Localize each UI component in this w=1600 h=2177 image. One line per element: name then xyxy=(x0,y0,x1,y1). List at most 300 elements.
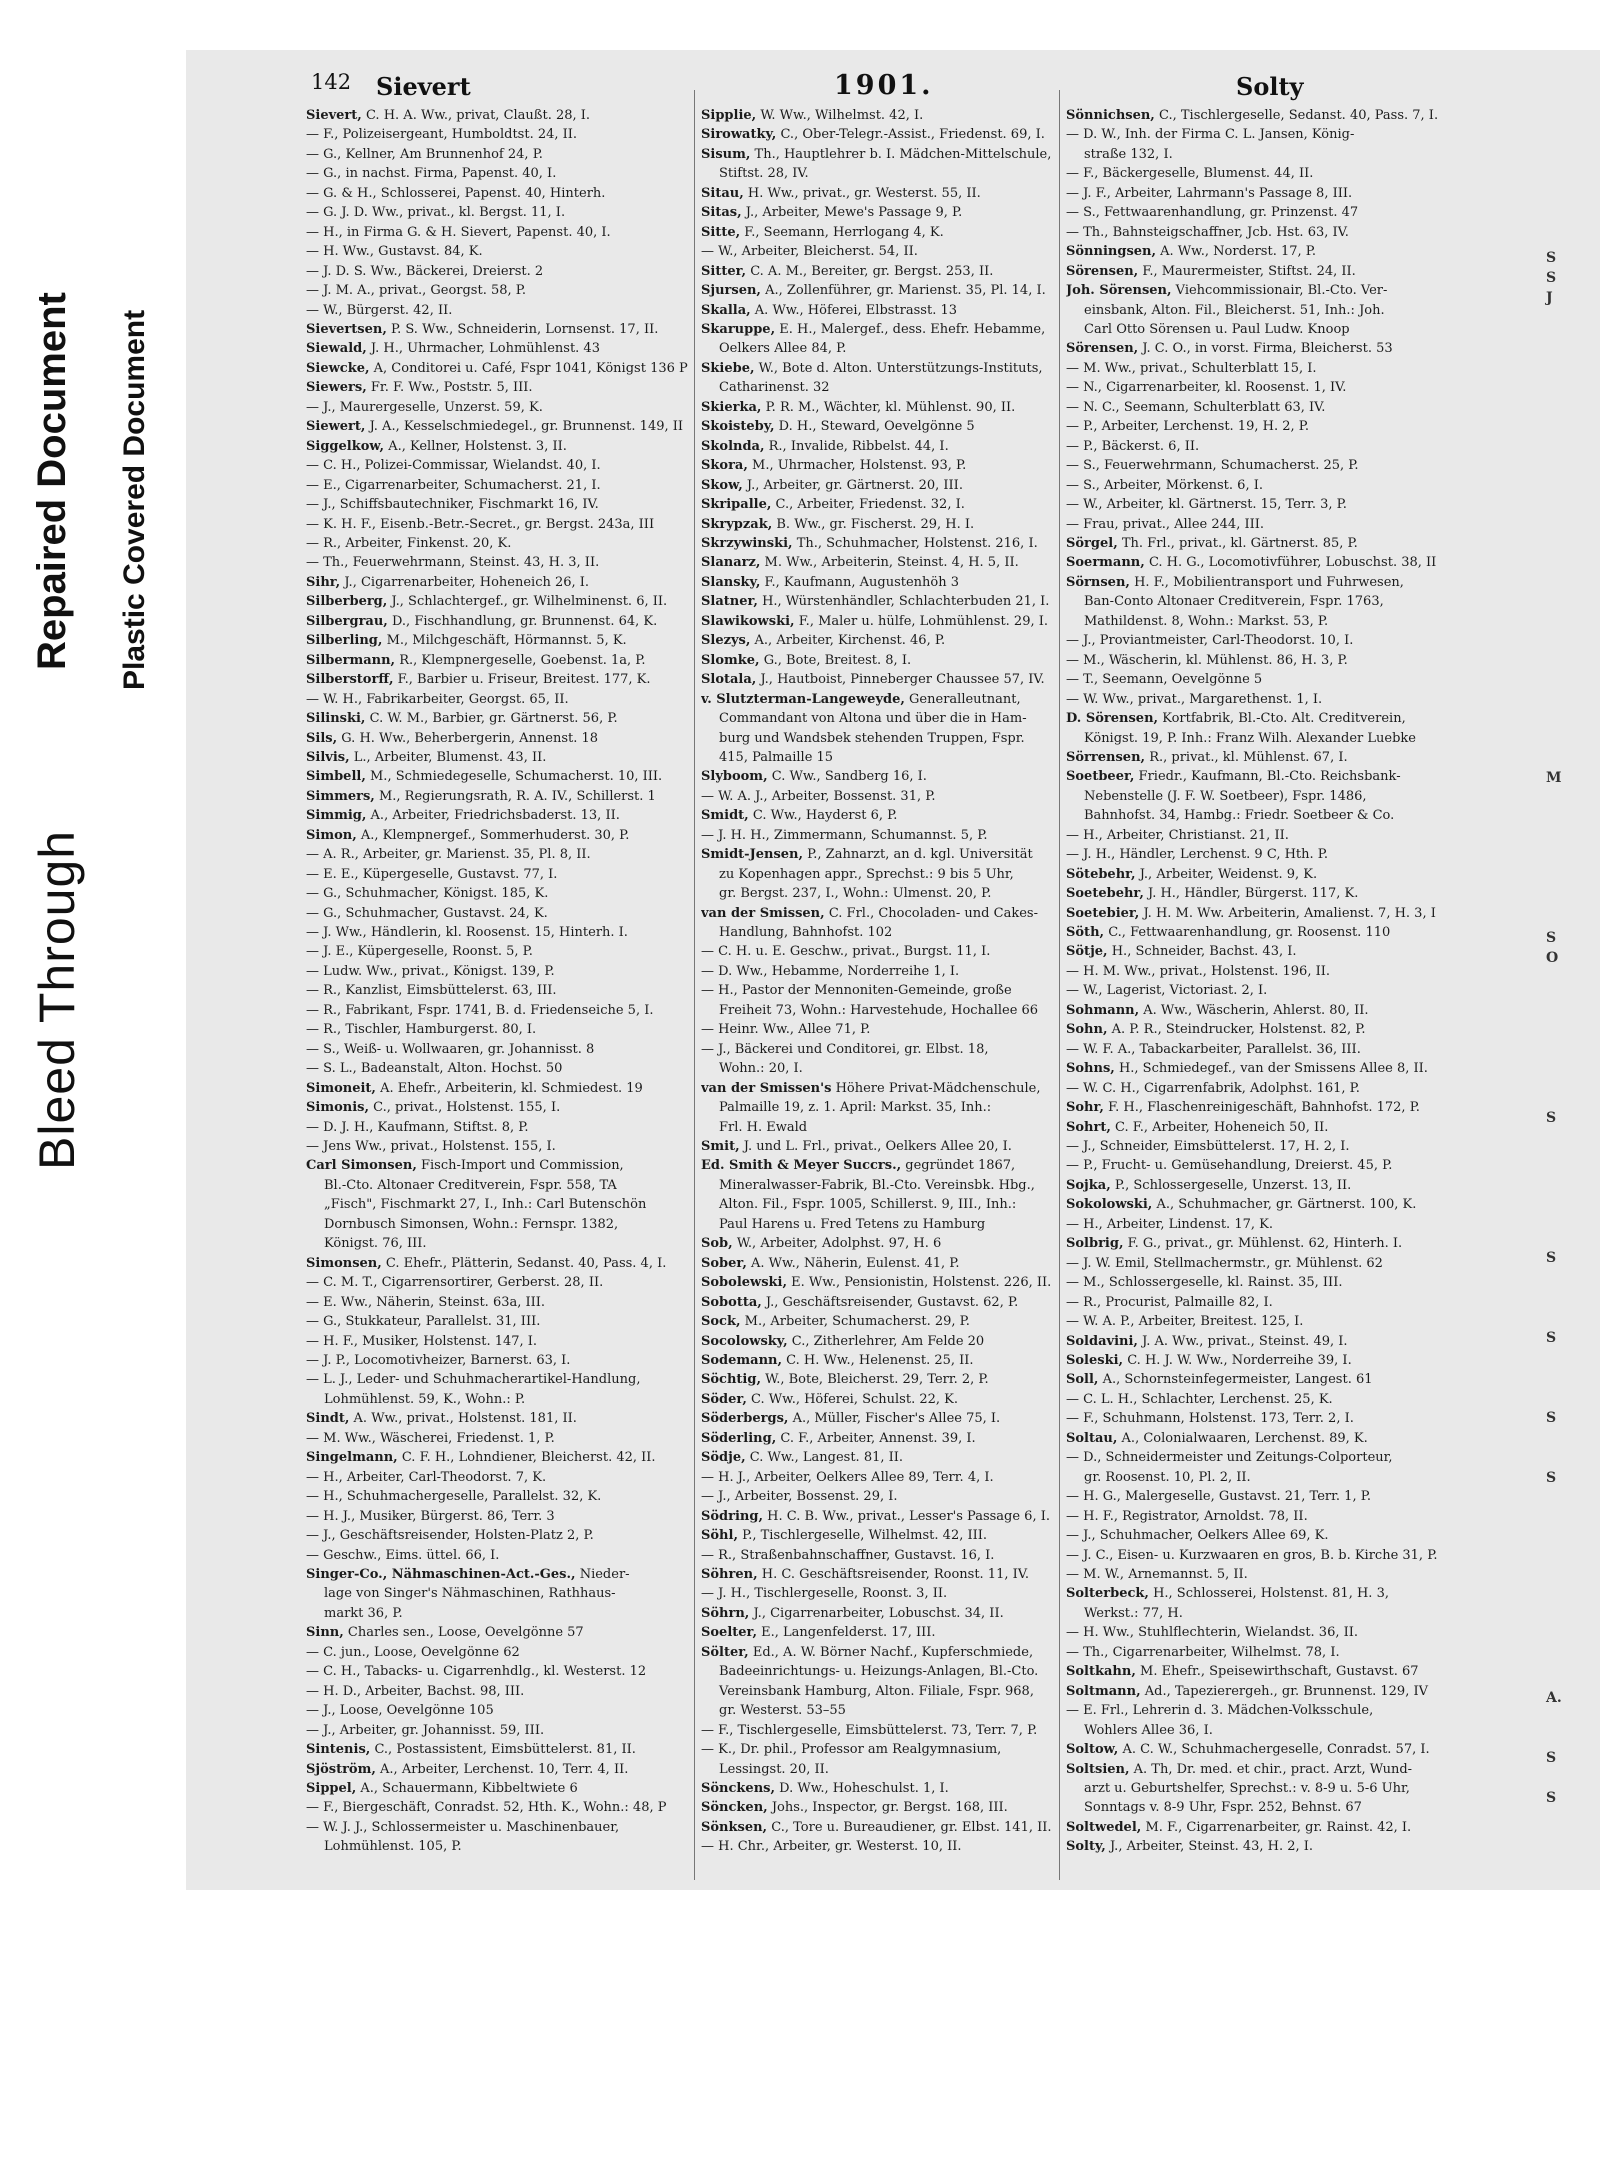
directory-entry xyxy=(306,1818,701,1837)
directory-entry xyxy=(701,1546,1096,1565)
entry-surname: Silvis, xyxy=(306,749,350,765)
directory-entry xyxy=(701,612,1096,631)
entry-surname: Söth, xyxy=(1066,925,1105,941)
entry-details: — W. A. P., Arbeiter, Breitest. 125, I. xyxy=(1066,1314,1304,1330)
entry-details: — G., Kellner, Am Brunnenhof 24, P. xyxy=(306,146,543,162)
directory-entry xyxy=(306,806,701,825)
entry-details: Nieder- xyxy=(579,1566,630,1582)
directory-entry xyxy=(306,1079,701,1098)
directory-entry xyxy=(1066,223,1461,242)
entry-details: A., Schauermann, Kibbeltwiete 6 xyxy=(360,1780,578,1796)
entry-details: Th., Hauptlehrer b. I. Mädchen-Mittelschule, xyxy=(754,146,1052,162)
entry-details: P., Zahnarzt, an d. kgl. Universität xyxy=(807,847,1033,863)
entry-details: — J. H. H., Zimmermann, Schumannst. 5, P. xyxy=(701,827,988,843)
entry-details: — J., Loose, Oevelgönne 105 xyxy=(306,1703,494,1719)
entry-surname: Carl Simonsen, xyxy=(306,1158,417,1174)
entry-surname: Simmers, xyxy=(306,788,375,804)
directory-entry xyxy=(306,1662,701,1681)
entry-surname: Sokolowski, xyxy=(1066,1197,1153,1213)
directory-entry xyxy=(306,1293,701,1312)
entry-surname: Skalla, xyxy=(701,302,751,318)
entry-surname: Solty, xyxy=(1066,1839,1106,1855)
entry-details: A., Colonialwaaren, Lerchenst. 89, K. xyxy=(1121,1430,1368,1446)
entry-details: A., Schornsteinfegermeister, Langest. 61 xyxy=(1102,1372,1373,1388)
directory-entry xyxy=(1066,767,1461,786)
directory-entry xyxy=(306,962,701,981)
entry-details: A. Ehefr., Arbeiterin, kl. Schmiedest. 19 xyxy=(380,1080,643,1096)
directory-entry xyxy=(1066,1604,1461,1623)
entry-surname: Slansky, xyxy=(701,574,761,590)
entry-surname: Sojka, xyxy=(1066,1177,1111,1193)
entry-details: C. F., Arbeiter, Annenst. 39, I. xyxy=(780,1430,976,1446)
directory-entry xyxy=(306,1118,701,1137)
entry-details: Höhere Privat-Mädchenschule, xyxy=(835,1080,1041,1096)
directory-entry xyxy=(701,106,1096,125)
repaired-document-label: Repaired Document xyxy=(30,292,74,670)
directory-entry xyxy=(306,223,701,242)
entry-details: — H. M. Ww., privat., Holstenst. 196, II. xyxy=(1066,963,1330,979)
entry-details: — J., Maurergeselle, Unzerst. 59, K. xyxy=(306,399,543,415)
directory-entry xyxy=(1066,1682,1461,1701)
entry-surname: Siewers, xyxy=(306,380,367,396)
entry-details: C. H. A. Ww., privat, Claußt. 28, I. xyxy=(365,108,591,123)
entry-details: — D. Ww., Hebamme, Norderreihe 1, I. xyxy=(701,963,960,979)
directory-entry xyxy=(306,767,701,786)
entry-details: — G. & H., Schlosserei, Papenst. 40, Hinterh. xyxy=(306,185,606,201)
entry-surname: Skrzywinski, xyxy=(701,535,793,551)
directory-entry xyxy=(1066,806,1461,825)
directory-entry xyxy=(1066,417,1461,436)
directory-entry xyxy=(701,690,1096,709)
entry-details: C., Zitherlehrer, Am Felde 20 xyxy=(791,1333,985,1349)
directory-entry xyxy=(701,1507,1096,1526)
directory-entry xyxy=(306,709,701,728)
entry-details: F. H., Flaschenreinigeschäft, Bahnhofst. 172, P. xyxy=(1108,1100,1420,1116)
directory-entry xyxy=(306,437,701,456)
entry-surname: Skiebe, xyxy=(701,360,755,376)
entry-surname: Sönckens, xyxy=(701,1780,776,1796)
directory-entry xyxy=(306,1429,701,1448)
directory-entry xyxy=(306,1040,701,1059)
directory-entry xyxy=(1066,1059,1461,1078)
entry-details: — K. H. F., Eisenb.-Betr.-Secret., gr. Bergst. 243a, III xyxy=(306,516,655,532)
entry-details: H. Ww., privat., gr. Westerst. 55, II. xyxy=(747,185,981,201)
directory-entry xyxy=(306,1001,701,1020)
directory-entry xyxy=(1066,1429,1461,1448)
entry-surname: v. Slutzterman-Langeweyde, xyxy=(701,691,905,707)
directory-entry xyxy=(701,164,1096,183)
entry-surname: Silberberg, xyxy=(306,594,388,610)
entry-details: — F., Biergeschäft, Conradst. 52, Hth. K., Wohn.: 48, P xyxy=(306,1800,667,1816)
entry-details: Th., Schuhmacher, Holstenst. 216, I. xyxy=(796,535,1038,551)
directory-entry xyxy=(306,865,701,884)
directory-entry xyxy=(1066,184,1461,203)
entry-details: — W., Arbeiter, Bleicherst. 54, II. xyxy=(701,244,918,260)
entry-details: — H., Pastor der Mennoniten-Gemeinde, große xyxy=(701,983,1012,999)
entry-details: — H., Arbeiter, Lindenst. 17, K. xyxy=(1066,1216,1273,1232)
directory-entry xyxy=(306,1468,701,1487)
directory-entry xyxy=(306,690,701,709)
entry-details: — J. Ww., Händlerin, kl. Roosenst. 15, Hinterh. I. xyxy=(306,925,628,941)
directory-entry xyxy=(306,1098,701,1117)
directory-entry xyxy=(701,904,1096,923)
entry-details: Friedr., Kaufmann, Bl.-Cto. Reichsbank- xyxy=(1138,769,1401,785)
margin-glyph: S xyxy=(1546,1790,1557,1806)
entry-details: M., Uhrmacher, Holstenst. 93, P. xyxy=(752,458,967,474)
directory-entry xyxy=(701,1176,1096,1195)
directory-entry xyxy=(1066,1526,1461,1545)
entry-surname: Soll, xyxy=(1066,1372,1099,1388)
entry-details: lage von Singer's Nähmaschinen, Rathhaus- xyxy=(324,1586,616,1602)
entry-surname: Sodemann, xyxy=(701,1353,783,1368)
directory-entry xyxy=(1066,339,1461,358)
entry-details: — J. P., Locomotivheizer, Barnerst. 63, I. xyxy=(306,1353,571,1368)
margin-glyph: S xyxy=(1546,250,1557,266)
entry-details: — G., in nachst. Firma, Papenst. 40, I. xyxy=(306,166,557,182)
directory-entry xyxy=(701,670,1096,689)
directory-entry xyxy=(1066,1215,1461,1234)
entry-details: J. A., Kesselschmiedegel., gr. Brunnenst. 149, II xyxy=(369,419,684,435)
entry-details: — C. H., Tabacks- u. Cigarrenhdlg., kl. Westerst. 12 xyxy=(306,1664,647,1680)
entry-details: C. H. Ww., Helenenst. 25, II. xyxy=(786,1353,974,1368)
directory-column-left xyxy=(306,106,701,1857)
directory-entry xyxy=(1066,242,1461,261)
entry-surname: Sörensen, xyxy=(1066,263,1139,279)
entry-surname: Skrypzak, xyxy=(701,516,773,532)
directory-entry xyxy=(306,339,701,358)
entry-surname: Smit, xyxy=(701,1139,740,1155)
entry-details: H., Würstenhändler, Schlachterbuden 21, I. xyxy=(762,594,1050,610)
entry-details: A., Arbeiter, Lerchenst. 10, Terr. 4, II. xyxy=(380,1761,629,1777)
entry-details: F., Barbier u. Friseur, Breitest. 177, K. xyxy=(397,672,651,688)
entry-details: C. W. M., Barbier, gr. Gärtnerst. 56, P. xyxy=(369,711,618,727)
entry-details: — J., Schneider, Eimsbüttelerst. 17, H. 2, I. xyxy=(1066,1139,1350,1155)
entry-details: P. R. M., Wächter, kl. Mühlenst. 90, II. xyxy=(765,399,1016,415)
entry-details: P., Schlossergeselle, Unzerst. 13, II. xyxy=(1114,1177,1352,1193)
directory-entry xyxy=(701,1293,1096,1312)
entry-details: C. A. M., Bereiter, gr. Bergst. 253, II. xyxy=(750,263,994,279)
directory-entry xyxy=(306,1390,701,1409)
directory-entry xyxy=(1066,203,1461,222)
entry-details: Bahnhofst. 34, Hambg.: Friedr. Soetbeer & Co. xyxy=(1084,808,1395,824)
directory-entry xyxy=(1066,1273,1461,1292)
entry-details: J., Arbeiter, Mewe's Passage 9, P. xyxy=(745,205,963,221)
entry-details: — W., Bürgerst. 42, II. xyxy=(306,302,453,318)
directory-entry xyxy=(701,1098,1096,1117)
entry-surname: Soltsien, xyxy=(1066,1761,1130,1777)
entry-details: Stiftst. 28, IV. xyxy=(719,166,809,182)
directory-entry xyxy=(701,1332,1096,1351)
entry-details: — J., Schuhmacher, Oelkers Allee 69, K. xyxy=(1066,1528,1329,1544)
directory-entry xyxy=(306,1701,701,1720)
entry-details: A, Conditorei u. Café, Fspr 1041, Königst 136 P xyxy=(373,360,688,376)
directory-entry xyxy=(306,1487,701,1506)
entry-details: J. A. Ww., privat., Steinst. 49, I. xyxy=(1142,1333,1348,1349)
directory-entry xyxy=(1066,1818,1461,1837)
entry-surname: Smidt, xyxy=(701,808,749,824)
entry-surname: Sisum, xyxy=(701,146,751,162)
entry-details: Fisch-Import und Commission, xyxy=(421,1158,624,1174)
directory-entry xyxy=(306,729,701,748)
entry-surname: Solterbeck, xyxy=(1066,1586,1149,1602)
entry-details: — M. W., Arnemannst. 5, II. xyxy=(1066,1566,1248,1582)
directory-entry xyxy=(701,1254,1096,1273)
directory-entry xyxy=(1066,1779,1461,1798)
entry-details: — J., Arbeiter, gr. Johannisst. 59, III. xyxy=(306,1722,545,1738)
directory-entry xyxy=(306,301,701,320)
directory-entry xyxy=(701,242,1096,261)
entry-surname: van der Smissen's xyxy=(701,1080,832,1096)
entry-details: H. C. Geschäftsreisender, Roonst. 11, IV. xyxy=(761,1566,1029,1582)
entry-surname: Sörensen, xyxy=(1066,341,1139,357)
entry-details: H. F., Mobilientransport und Fuhrwesen, xyxy=(1134,574,1404,590)
entry-surname: Singer-Co., Nähmaschinen-Act.-Ges., xyxy=(306,1566,576,1582)
directory-entry xyxy=(1066,1448,1461,1467)
entry-surname: Söderbergs, xyxy=(701,1411,789,1427)
directory-entry xyxy=(701,378,1096,397)
directory-entry xyxy=(701,1370,1099,1389)
entry-details: Frl. H. Ewald xyxy=(719,1119,808,1135)
directory-entry xyxy=(701,981,1096,1000)
directory-entry xyxy=(1066,106,1461,125)
directory-entry xyxy=(306,1837,701,1856)
directory-entry xyxy=(306,787,701,806)
entry-details: W., Arbeiter, Adolphst. 97, H. 6 xyxy=(736,1236,942,1252)
entry-details: Th. Frl., privat., kl. Gärtnerst. 85, P. xyxy=(1121,535,1358,551)
entry-surname: Sipplie, xyxy=(701,108,757,123)
entry-surname: Skow, xyxy=(701,477,743,493)
entry-details: Dornbusch Simonsen, Wohn.: Fernspr. 1382, xyxy=(324,1216,619,1232)
entry-details: — E., Cigarrenarbeiter, Schumacherst. 21, I. xyxy=(306,477,601,493)
directory-entry xyxy=(701,1118,1096,1137)
directory-entry xyxy=(1066,1020,1461,1039)
directory-entry xyxy=(701,767,1096,786)
entry-details: A., Müller, Fischer's Allee 75, I. xyxy=(792,1411,1001,1427)
directory-entry xyxy=(701,1409,1096,1428)
directory-entry xyxy=(1066,1760,1461,1779)
directory-entry xyxy=(701,1643,1096,1662)
margin-glyph: S xyxy=(1546,1110,1557,1126)
entry-details: markt 36, P. xyxy=(324,1605,403,1621)
entry-surname: Silberstorff, xyxy=(306,672,394,688)
entry-surname: Sitas, xyxy=(701,205,742,221)
entry-details: Ban-Conto Altonaer Creditverein, Fspr. 1763, xyxy=(1084,594,1384,610)
entry-surname: Sohn, xyxy=(1066,1022,1108,1038)
directory-entry xyxy=(306,1643,701,1662)
entry-surname: Söderling, xyxy=(701,1430,777,1446)
entry-surname: Sober, xyxy=(701,1255,747,1271)
header-right-keyword: Solty xyxy=(1236,72,1304,101)
entry-details: Alton. Fil., Fspr. 1005, Schillerst. 9, III., Inh.: xyxy=(719,1197,1017,1213)
entry-surname: Skolnda, xyxy=(701,438,765,454)
directory-entry xyxy=(701,203,1096,222)
entry-details: — F., Tischlergeselle, Eimsbüttelerst. 73, Terr. 7, P. xyxy=(701,1722,1038,1738)
directory-entry xyxy=(701,826,1096,845)
directory-entry xyxy=(701,1682,1096,1701)
directory-entry xyxy=(306,923,701,942)
entry-surname: Sinn, xyxy=(306,1625,344,1641)
entry-details: M., Schmiedegeselle, Schumacherst. 10, III. xyxy=(370,769,663,785)
entry-details: — S., Arbeiter, Mörkenst. 6, I. xyxy=(1066,477,1263,493)
directory-entry xyxy=(701,515,1096,534)
directory-entry xyxy=(1066,651,1461,670)
entry-details: Wohn.: 20, I. xyxy=(719,1061,803,1077)
directory-entry xyxy=(306,534,701,553)
entry-details: — W., Lagerist, Victoriast. 2, I. xyxy=(1066,983,1268,999)
entry-details: — L. J., Leder- und Schuhmacherartikel-Handlung, xyxy=(306,1372,641,1388)
entry-details: J. C. O., in vorst. Firma, Bleicherst. 53 xyxy=(1142,341,1393,357)
directory-entry xyxy=(701,1565,1096,1584)
entry-surname: Slatner, xyxy=(701,594,758,610)
directory-entry xyxy=(701,631,1096,650)
directory-entry xyxy=(306,378,701,397)
directory-entry xyxy=(1066,573,1461,592)
entry-details: gr. Westerst. 53–55 xyxy=(719,1703,846,1719)
entry-details: — R., Straßenbahnschaffner, Gustavst. 16, I. xyxy=(701,1547,995,1563)
entry-details: Sonntags v. 8-9 Uhr, Fspr. 252, Behnst. 67 xyxy=(1084,1800,1362,1816)
directory-entry xyxy=(1066,1623,1461,1642)
directory-entry xyxy=(1066,437,1461,456)
directory-entry xyxy=(1066,1837,1461,1856)
directory-entry xyxy=(701,651,1096,670)
entry-surname: Slawikowski, xyxy=(701,613,795,629)
directory-entry xyxy=(701,1001,1096,1020)
entry-details: — W., Arbeiter, kl. Gärtnerst. 15, Terr. 3, P. xyxy=(1066,497,1347,513)
entry-surname: Södring, xyxy=(701,1508,764,1524)
directory-entry xyxy=(1066,845,1461,864)
entry-surname: Ed. Smith & Meyer Succrs., xyxy=(701,1158,902,1174)
entry-details: — J., Proviantmeister, Carl-Theodorst. 10, I. xyxy=(1066,633,1354,649)
entry-surname: Soetbeer, xyxy=(1066,769,1135,785)
entry-details: — A. R., Arbeiter, gr. Marienst. 35, Pl. 8, II. xyxy=(306,847,591,863)
directory-entry xyxy=(306,1798,701,1817)
entry-details: — T., Seemann, Oevelgönne 5 xyxy=(1066,672,1263,688)
entry-surname: Simoneit, xyxy=(306,1080,376,1096)
entry-details: — P., Frucht- u. Gemüsehandlung, Dreierst. 45, P. xyxy=(1066,1158,1393,1174)
directory-entry xyxy=(306,1584,701,1603)
entry-details: Wohlers Allee 36, I. xyxy=(1084,1722,1213,1738)
entry-surname: Sievert, xyxy=(306,108,362,123)
directory-entry xyxy=(701,1526,1096,1545)
directory-entry xyxy=(701,1468,1096,1487)
entry-details: Lohmühlenst. 59, K., Wohn.: P. xyxy=(324,1391,526,1407)
entry-surname: Soltau, xyxy=(1066,1430,1118,1446)
directory-entry xyxy=(306,106,701,125)
directory-entry xyxy=(1066,962,1461,981)
entry-surname: van der Smissen, xyxy=(701,905,825,921)
entry-details: — S. L., Badeanstalt, Alton. Hochst. 50 xyxy=(306,1061,563,1077)
margin-glyph: S xyxy=(1546,1410,1557,1426)
entry-surname: Joh. Sörensen, xyxy=(1066,283,1172,299)
entry-details: — H. Chr., Arbeiter, gr. Westerst. 10, II. xyxy=(701,1839,962,1855)
entry-details: gr. Roosenst. 10, Pl. 2, II. xyxy=(1084,1469,1251,1485)
entry-surname: Soetebehr, xyxy=(1066,886,1144,902)
directory-entry xyxy=(306,184,701,203)
directory-entry xyxy=(1066,553,1461,572)
entry-details: M. F., Cigarrenarbeiter, gr. Rainst. 42, I. xyxy=(1145,1819,1412,1835)
entry-details: A., Schuhmacher, gr. Gärtnerst. 100, K. xyxy=(1156,1197,1417,1213)
entry-surname: Sitau, xyxy=(701,185,744,201)
entry-details: A., Kellner, Holstenst. 3, II. xyxy=(388,438,567,454)
directory-entry xyxy=(306,495,701,514)
entry-surname: Sob, xyxy=(701,1236,733,1252)
entry-surname: Sjursen, xyxy=(701,283,761,299)
directory-entry xyxy=(306,1254,701,1273)
directory-entry xyxy=(306,1059,701,1078)
entry-details: A. Ww., Norderst. 17, P. xyxy=(1160,244,1317,260)
entry-details: gegründet 1867, xyxy=(905,1158,1016,1174)
entry-surname: Sjöström, xyxy=(306,1761,376,1777)
entry-surname: Skaruppe, xyxy=(701,321,776,337)
entry-details: — P., Bäckerst. 6, II. xyxy=(1066,438,1200,454)
margin-glyph: A. xyxy=(1546,1690,1562,1706)
entry-details: A., Arbeiter, Friedrichsbaderst. 13, II. xyxy=(370,808,620,824)
entry-details: F., Kaufmann, Augustenhöh 3 xyxy=(764,574,960,590)
entry-details: straße 132, I. xyxy=(1084,146,1173,162)
directory-entry xyxy=(306,1137,701,1156)
entry-surname: Slanarz, xyxy=(701,555,761,571)
directory-entry xyxy=(701,962,1096,981)
entry-surname: Silbermann, xyxy=(306,652,396,668)
entry-details: — R., Kanzlist, Eimsbüttelerst. 63, III. xyxy=(306,983,557,999)
directory-entry xyxy=(306,398,701,417)
entry-surname: Sitte, xyxy=(701,224,741,240)
directory-entry xyxy=(1066,1662,1461,1681)
directory-entry xyxy=(306,320,701,339)
entry-details: — P., Arbeiter, Lerchenst. 19, H. 2, P. xyxy=(1066,419,1309,435)
directory-entry xyxy=(1066,1118,1461,1137)
directory-entry xyxy=(701,437,1096,456)
entry-details: — K., Dr. phil., Professor am Realgymnasium, xyxy=(701,1742,1002,1758)
directory-entry xyxy=(306,1448,701,1467)
directory-entry xyxy=(701,301,1096,320)
adjacent-page-margin xyxy=(1546,250,1586,1890)
directory-entry xyxy=(306,242,701,261)
margin-glyph: O xyxy=(1546,950,1559,966)
entry-surname: Sohns, xyxy=(1066,1061,1115,1077)
directory-entry xyxy=(701,1059,1096,1078)
entry-surname: Söhren, xyxy=(701,1566,758,1582)
entry-details: — H. J., Musiker, Bürgerst. 86, Terr. 3 xyxy=(306,1508,555,1524)
directory-entry xyxy=(1066,1584,1461,1603)
directory-entry xyxy=(701,1721,1096,1740)
entry-details: C., Tischlergeselle, Sedanst. 40, Pass. 7, I. xyxy=(1158,108,1439,123)
directory-entry xyxy=(1066,942,1461,961)
entry-details: — R., Fabrikant, Fspr. 1741, B. d. Friedenseiche 5, I. xyxy=(306,1002,654,1018)
directory-entry xyxy=(701,339,1096,358)
entry-details: — W. C. H., Cigarrenfabrik, Adolphst. 161, P. xyxy=(1066,1080,1360,1096)
entry-details: G. H. Ww., Beherbergerin, Annenst. 18 xyxy=(341,730,599,746)
entry-details: — J. H., Tischlergeselle, Roonst. 3, II. xyxy=(701,1586,948,1602)
entry-surname: Slomke, xyxy=(701,652,760,668)
entry-surname: Siewald, xyxy=(306,341,367,357)
margin-glyph: S xyxy=(1546,270,1557,286)
directory-entry xyxy=(701,281,1096,300)
entry-details: Fr. F. Ww., Poststr. 5, III. xyxy=(370,380,533,396)
directory-entry xyxy=(701,534,1096,553)
directory-entry xyxy=(701,476,1096,495)
entry-details: — H., Arbeiter, Carl-Theodorst. 7, K. xyxy=(306,1469,547,1485)
entry-surname: Söhrn, xyxy=(701,1605,750,1621)
entry-details: — C. jun., Loose, Oevelgönne 62 xyxy=(306,1644,520,1660)
directory-entry xyxy=(1066,262,1461,281)
entry-surname: Soetebier, xyxy=(1066,905,1140,921)
entry-surname: Slezys, xyxy=(701,633,751,649)
directory-entry xyxy=(701,184,1096,203)
entry-details: G., Bote, Breitest. 8, I. xyxy=(763,652,912,668)
entry-details: A. Ww., Höferei, Elbstrasst. 13 xyxy=(754,302,957,318)
entry-details: M. Ww., Arbeiterin, Steinst. 4, H. 5, II. xyxy=(764,555,1019,571)
